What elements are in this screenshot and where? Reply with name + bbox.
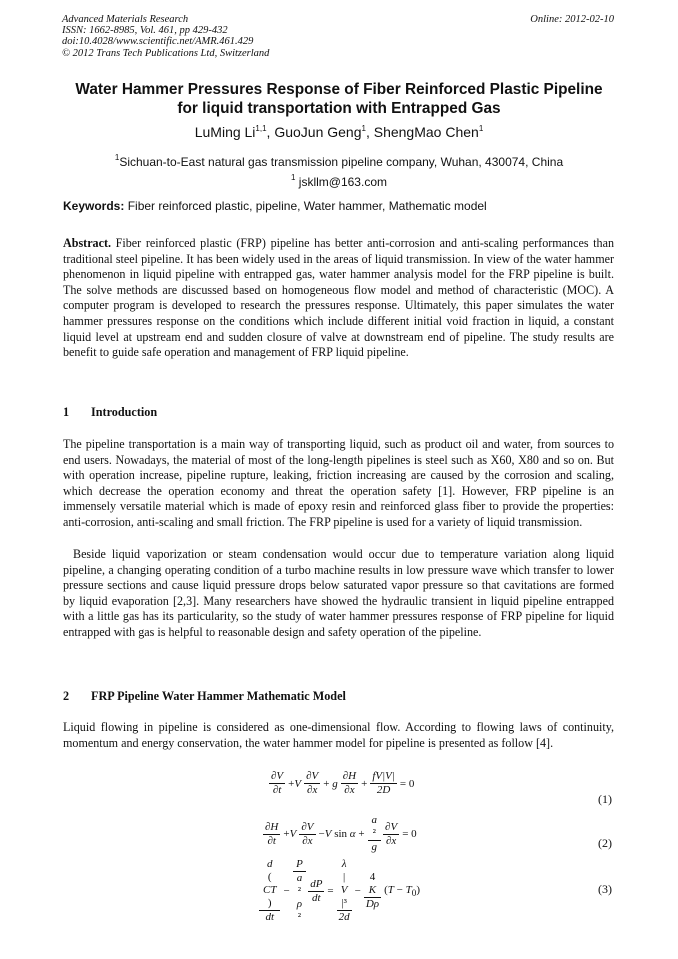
doi: doi:10.4028/www.scientific.net/AMR.461.429: [62, 36, 254, 48]
section-2-number: 2: [63, 689, 70, 703]
issn: ISSN: 1662-8985, Vol. 461, pp 429-432: [62, 25, 228, 37]
title-line-1: Water Hammer Pressures Response of Fiber Reinforced Plastic Pipeline: [75, 81, 603, 98]
journal-header: [62, 14, 269, 59]
equation-3: d ( CT ) dt − P a ² ρ ² $\frac{dP}{dt}$ = λ | V |³ 2d − 4 K Dρ $(T - T_0)$: [258, 858, 422, 924]
copyright: © 2012 Trans Tech Publications Ltd, Switzerland: [62, 47, 270, 59]
paper-title: [40, 80, 638, 118]
section-2-paragraph-1: Liquid flowing in pipeline is considered as one-dimensional flow. According to flowing laws of continuity, momentum and energy conservation, the water hammer model for pipeline is presented as follow [4].: [63, 720, 614, 750]
author-email: jskllm@163.com: [295, 175, 387, 189]
title-line-2: for liquid transportation with Entrapped Gas: [177, 100, 501, 117]
equation-2-number: (2): [598, 836, 612, 850]
author-3-sup: 1: [478, 124, 484, 133]
section-1-title: Introduction: [91, 405, 158, 419]
equation-1: $\frac{\partial V}{\partial t}$ +V $\frac{\partial V}{\partial x}$ + g $\frac{\partial H}{\partial x}$ + $\frac{fV|V|}{2D}$ = 0: [271, 770, 415, 796]
equation-3-number: (3): [598, 882, 612, 896]
section-1-number: 1: [63, 405, 70, 419]
author-2: , GuoJun Geng: [266, 124, 362, 140]
author-list: [0, 124, 678, 140]
section-1-paragraph-1: The pipeline transportation is a main way of transporting liquid, such as product oil and water, from sources to end users. Nowadays, the material of most of the long-length pipelines is steel such as X60, X80 and so on. But with operation increase, pipeline rupture, leaking, friction increasing are caused by the corrosion and scaling, which decrease the operation economy and threat the operation safety [1]. However, FRP pipeline is an immensely versatile material which is made of epoxy resin and reinforced glass fiber to provide the properties: anti-corrosion, anti-scaling and small friction. The FRP pipeline is used for a variety of liquid transmission.: [63, 437, 614, 529]
author-1: LuMing Li: [194, 124, 256, 140]
equation-2: $\frac{\partial H}{\partial t}$ +V $\frac{\partial V}{\partial x}$ −V sin α + a ² g $\frac{\partial V}{\partial x}$ = 0: [265, 814, 417, 853]
section-1-heading: [63, 405, 157, 420]
abstract-text: Fiber reinforced plastic (FRP) pipeline has better anti-corrosion and anti-scaling performances than traditional steel pipeline. It has been widely used in the areas of liquid transmission. In view of the water hammer phenomenon in liquid pipeline with entrapped gas, water hammer analysis model for the FRP pipeline is built. The solve methods are discussed based on homogeneous flow model and method of characteristic (MOC). A computer program is developed to research the pressures response. Ultimately, this paper simulates the water hammer pressures response on the conditions which include different initial void fraction in liquid, a constant liquid level at upstream end and sudden closure of valve at downstream end of pipeline. The study results are benefit to guide safe operation and management of FRP liquid pipeline.: [63, 236, 614, 360]
affiliation-text: Sichuan-to-East natural gas transmission pipeline company, Wuhan, 430074, China: [119, 155, 564, 169]
journal-name: Advanced Materials Research: [62, 14, 189, 25]
equation-1-number: (1): [598, 792, 612, 806]
affiliation: [0, 150, 678, 190]
keywords-label: Keywords:: [63, 199, 125, 213]
keywords-text: Fiber reinforced plastic, pipeline, Water hammer, Mathematic model: [124, 199, 487, 213]
author-3: , ShengMao Chen: [365, 124, 479, 140]
email-sup: 1: [291, 173, 296, 182]
section-2-title: FRP Pipeline Water Hammer Mathematic Model: [91, 689, 346, 703]
abstract: [63, 236, 614, 361]
online-date: Online: 2012-02-10: [530, 14, 614, 25]
keywords: [63, 199, 623, 213]
section-1-paragraph-2: Beside liquid vaporization or steam condensation would occur due to temperature variation along liquid pipeline, a changing operating condition of a turbo machine results in low pressure wave which transfer to lower pressure sections and cause liquid pressure drops below saturated vapor pressure so that cavitations are formed by liquid evaporation [2,3]. Many researchers have showed the hydraulic transient in liquid pipeline entrapped with a little gas has its particularity, so the study of water hammer pressures response of FRP pipeline for liquid entrapped with gas is helpful to reasonable design and safety operation of the pipeline.: [63, 547, 614, 639]
author-2-sup: 1: [361, 124, 366, 133]
author-1-sup: 1,1: [255, 124, 267, 133]
abstract-label: Abstract.: [63, 236, 112, 250]
section-2-heading: [63, 689, 346, 704]
affiliation-sup: 1: [114, 153, 120, 162]
